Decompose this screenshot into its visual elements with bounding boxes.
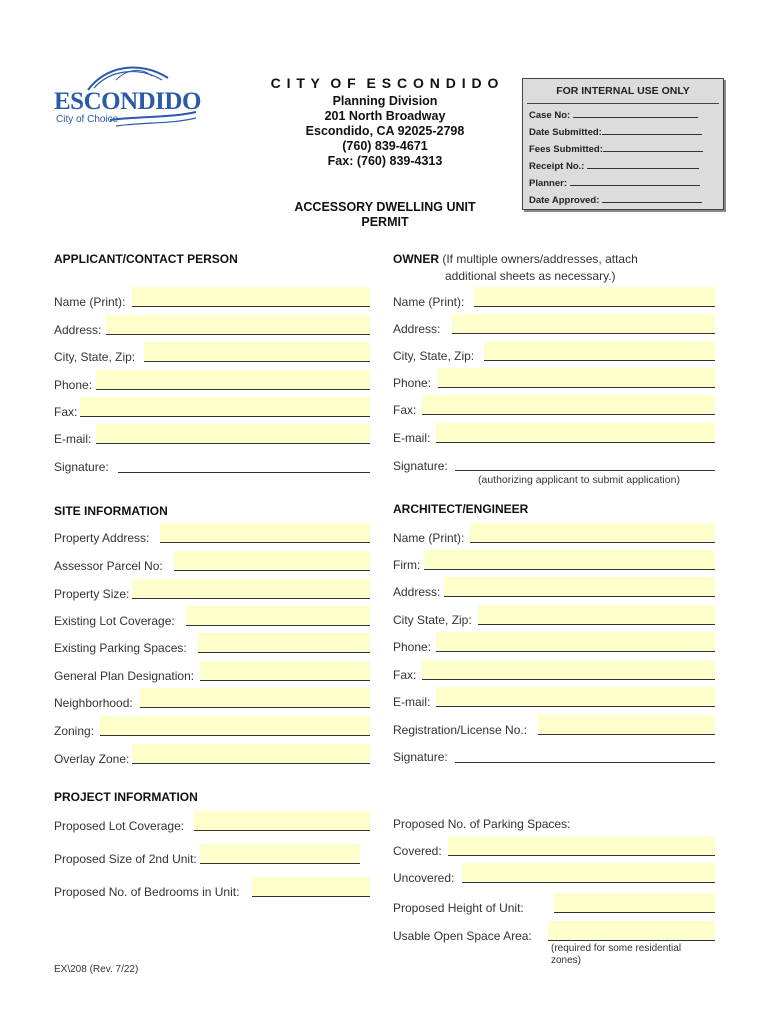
project-bedrooms-field[interactable] xyxy=(252,877,370,897)
owner-address-field[interactable] xyxy=(452,314,715,334)
phone-number: (760) 839-4671 xyxy=(342,139,428,153)
architect-firm-label: Firm: xyxy=(393,558,421,572)
owner-email-label: E-mail: xyxy=(393,431,431,445)
project-covered-field[interactable] xyxy=(448,836,715,856)
site-lot-coverage-field[interactable] xyxy=(186,606,370,626)
site-general-plan-label: General Plan Designation: xyxy=(54,669,195,683)
applicant-email-label: E-mail: xyxy=(54,432,92,446)
form-title xyxy=(270,200,500,230)
site-property-address-label: Property Address: xyxy=(54,531,150,545)
architect-license-label: Registration/License No.: xyxy=(393,723,528,737)
logo-word: ESCONDIDO xyxy=(54,88,201,115)
owner-heading-note: (If multiple owners/addresses, attach xyxy=(442,252,638,266)
site-apn-field[interactable] xyxy=(174,551,370,571)
site-overlay-field[interactable] xyxy=(132,744,370,764)
architect-fax-field[interactable] xyxy=(422,660,715,680)
owner-phone-field[interactable] xyxy=(438,368,715,388)
city-header xyxy=(270,76,500,169)
applicant-fax-field[interactable] xyxy=(80,397,370,417)
architect-firm-field[interactable] xyxy=(424,550,715,570)
site-property-size-field[interactable] xyxy=(132,579,370,599)
architect-fax-label: Fax: xyxy=(393,668,417,682)
architect-address-field[interactable] xyxy=(444,577,715,597)
form-title-line-1: ACCESSORY DWELLING UNIT xyxy=(294,200,476,214)
architect-phone-label: Phone: xyxy=(393,640,432,654)
architect-license-field[interactable] xyxy=(538,715,715,735)
owner-signature-note: (authorizing applicant to submit application) xyxy=(478,474,680,486)
form-title-line-2: PERMIT xyxy=(361,215,409,229)
site-property-address-field[interactable] xyxy=(160,523,370,543)
site-parking-field[interactable] xyxy=(198,633,370,653)
internal-use-box xyxy=(522,78,724,210)
project-height-label: Proposed Height of Unit: xyxy=(393,901,524,915)
project-open-space-label: Usable Open Space Area: xyxy=(393,929,532,943)
site-parking-label: Existing Parking Spaces: xyxy=(54,641,187,655)
project-unit-size-label: Proposed Size of 2nd Unit: xyxy=(54,852,197,866)
applicant-fax-label: Fax: xyxy=(54,405,78,419)
planner-row[interactable]: Planner: xyxy=(529,176,723,189)
date-approved-row[interactable]: Date Approved: xyxy=(529,193,723,206)
architect-name-label: Name (Print): xyxy=(393,531,465,545)
owner-fax-label: Fax: xyxy=(393,403,417,417)
applicant-email-field[interactable] xyxy=(96,424,370,444)
city-logo xyxy=(50,58,200,133)
case-no-row[interactable]: Case No: xyxy=(529,108,723,121)
applicant-name-label: Name (Print): xyxy=(54,295,126,309)
project-uncovered-label: Uncovered: xyxy=(393,871,455,885)
owner-city-field[interactable] xyxy=(484,341,715,361)
owner-city-label: City, State, Zip: xyxy=(393,349,475,363)
internal-use-title: FOR INTERNAL USE ONLY xyxy=(556,85,690,97)
architect-city-label: City State, Zip: xyxy=(393,613,472,627)
project-parking-spaces-label: Proposed No. of Parking Spaces: xyxy=(393,817,571,831)
applicant-signature-label: Signature: xyxy=(54,460,109,474)
site-neighborhood-field[interactable] xyxy=(140,688,370,708)
applicant-city-field[interactable] xyxy=(144,342,370,362)
applicant-phone-field[interactable] xyxy=(96,370,370,390)
city-name: C I T Y O F E S C O N D I D O xyxy=(270,75,500,91)
site-general-plan-field[interactable] xyxy=(200,661,370,681)
project-lot-coverage-field[interactable] xyxy=(194,811,370,831)
date-submitted-row[interactable]: Date Submitted: xyxy=(529,125,723,138)
receipt-no-row[interactable]: Receipt No.: xyxy=(529,159,723,172)
project-open-space-note-2: zones) xyxy=(551,955,582,966)
project-open-space-field[interactable] xyxy=(548,921,715,941)
architect-phone-field[interactable] xyxy=(436,632,715,652)
project-unit-size-field[interactable] xyxy=(200,844,360,864)
project-lot-coverage-label: Proposed Lot Coverage: xyxy=(54,819,185,833)
applicant-name-field[interactable] xyxy=(132,287,370,307)
project-height-field[interactable] xyxy=(554,893,715,913)
form-id: EX\208 (Rev. 7/22) xyxy=(54,964,139,975)
logo-tagline: City of Choice xyxy=(56,114,119,125)
division-name: Planning Division xyxy=(332,94,438,108)
architect-heading: ARCHITECT/ENGINEER xyxy=(393,502,529,516)
applicant-phone-label: Phone: xyxy=(54,378,93,392)
owner-phone-label: Phone: xyxy=(393,376,432,390)
site-lot-coverage-label: Existing Lot Coverage: xyxy=(54,614,175,628)
site-overlay-label: Overlay Zone: xyxy=(54,752,130,766)
fees-submitted-row[interactable]: Fees Submitted: xyxy=(529,142,723,155)
street-address: 201 North Broadway xyxy=(324,109,446,123)
internal-use-divider xyxy=(527,103,719,104)
owner-heading-block xyxy=(393,252,638,266)
architect-name-field[interactable] xyxy=(470,523,715,543)
architect-address-label: Address: xyxy=(393,585,441,599)
architect-email-label: E-mail: xyxy=(393,695,431,709)
applicant-address-label: Address: xyxy=(54,323,102,337)
site-property-size-label: Property Size: xyxy=(54,587,130,601)
applicant-address-field[interactable] xyxy=(106,315,370,335)
site-neighborhood-label: Neighborhood: xyxy=(54,696,133,710)
owner-signature-label: Signature: xyxy=(393,459,448,473)
applicant-heading: APPLICANT/CONTACT PERSON xyxy=(54,252,238,266)
owner-name-field[interactable] xyxy=(474,287,715,307)
site-zoning-field[interactable] xyxy=(100,716,370,736)
owner-name-label: Name (Print): xyxy=(393,295,465,309)
project-uncovered-field[interactable] xyxy=(462,863,715,883)
applicant-city-label: City, State, Zip: xyxy=(54,350,136,364)
architect-signature-label: Signature: xyxy=(393,750,448,764)
project-open-space-note-1: (required for some residential xyxy=(551,943,682,954)
project-heading: PROJECT INFORMATION xyxy=(54,790,198,804)
fax-number: Fax: (760) 839-4313 xyxy=(327,154,443,168)
applicant-signature-line[interactable] xyxy=(118,472,370,473)
owner-fax-field[interactable] xyxy=(422,395,715,415)
site-apn-label: Assessor Parcel No: xyxy=(54,559,163,573)
project-bedrooms-label: Proposed No. of Bedrooms in Unit: xyxy=(54,885,240,899)
architect-city-field[interactable] xyxy=(478,605,715,625)
site-zoning-label: Zoning: xyxy=(54,724,95,738)
project-covered-label: Covered: xyxy=(393,844,442,858)
owner-email-field[interactable] xyxy=(436,423,715,443)
owner-signature-line[interactable] xyxy=(455,470,715,471)
owner-address-label: Address: xyxy=(393,322,441,336)
site-heading: SITE INFORMATION xyxy=(54,504,168,518)
owner-heading: OWNER xyxy=(393,252,439,266)
owner-heading-note-2: additional sheets as necessary.) xyxy=(445,269,616,283)
city-zip: Escondido, CA 92025-2798 xyxy=(305,124,465,138)
architect-signature-line[interactable] xyxy=(455,762,715,763)
architect-email-field[interactable] xyxy=(436,687,715,707)
